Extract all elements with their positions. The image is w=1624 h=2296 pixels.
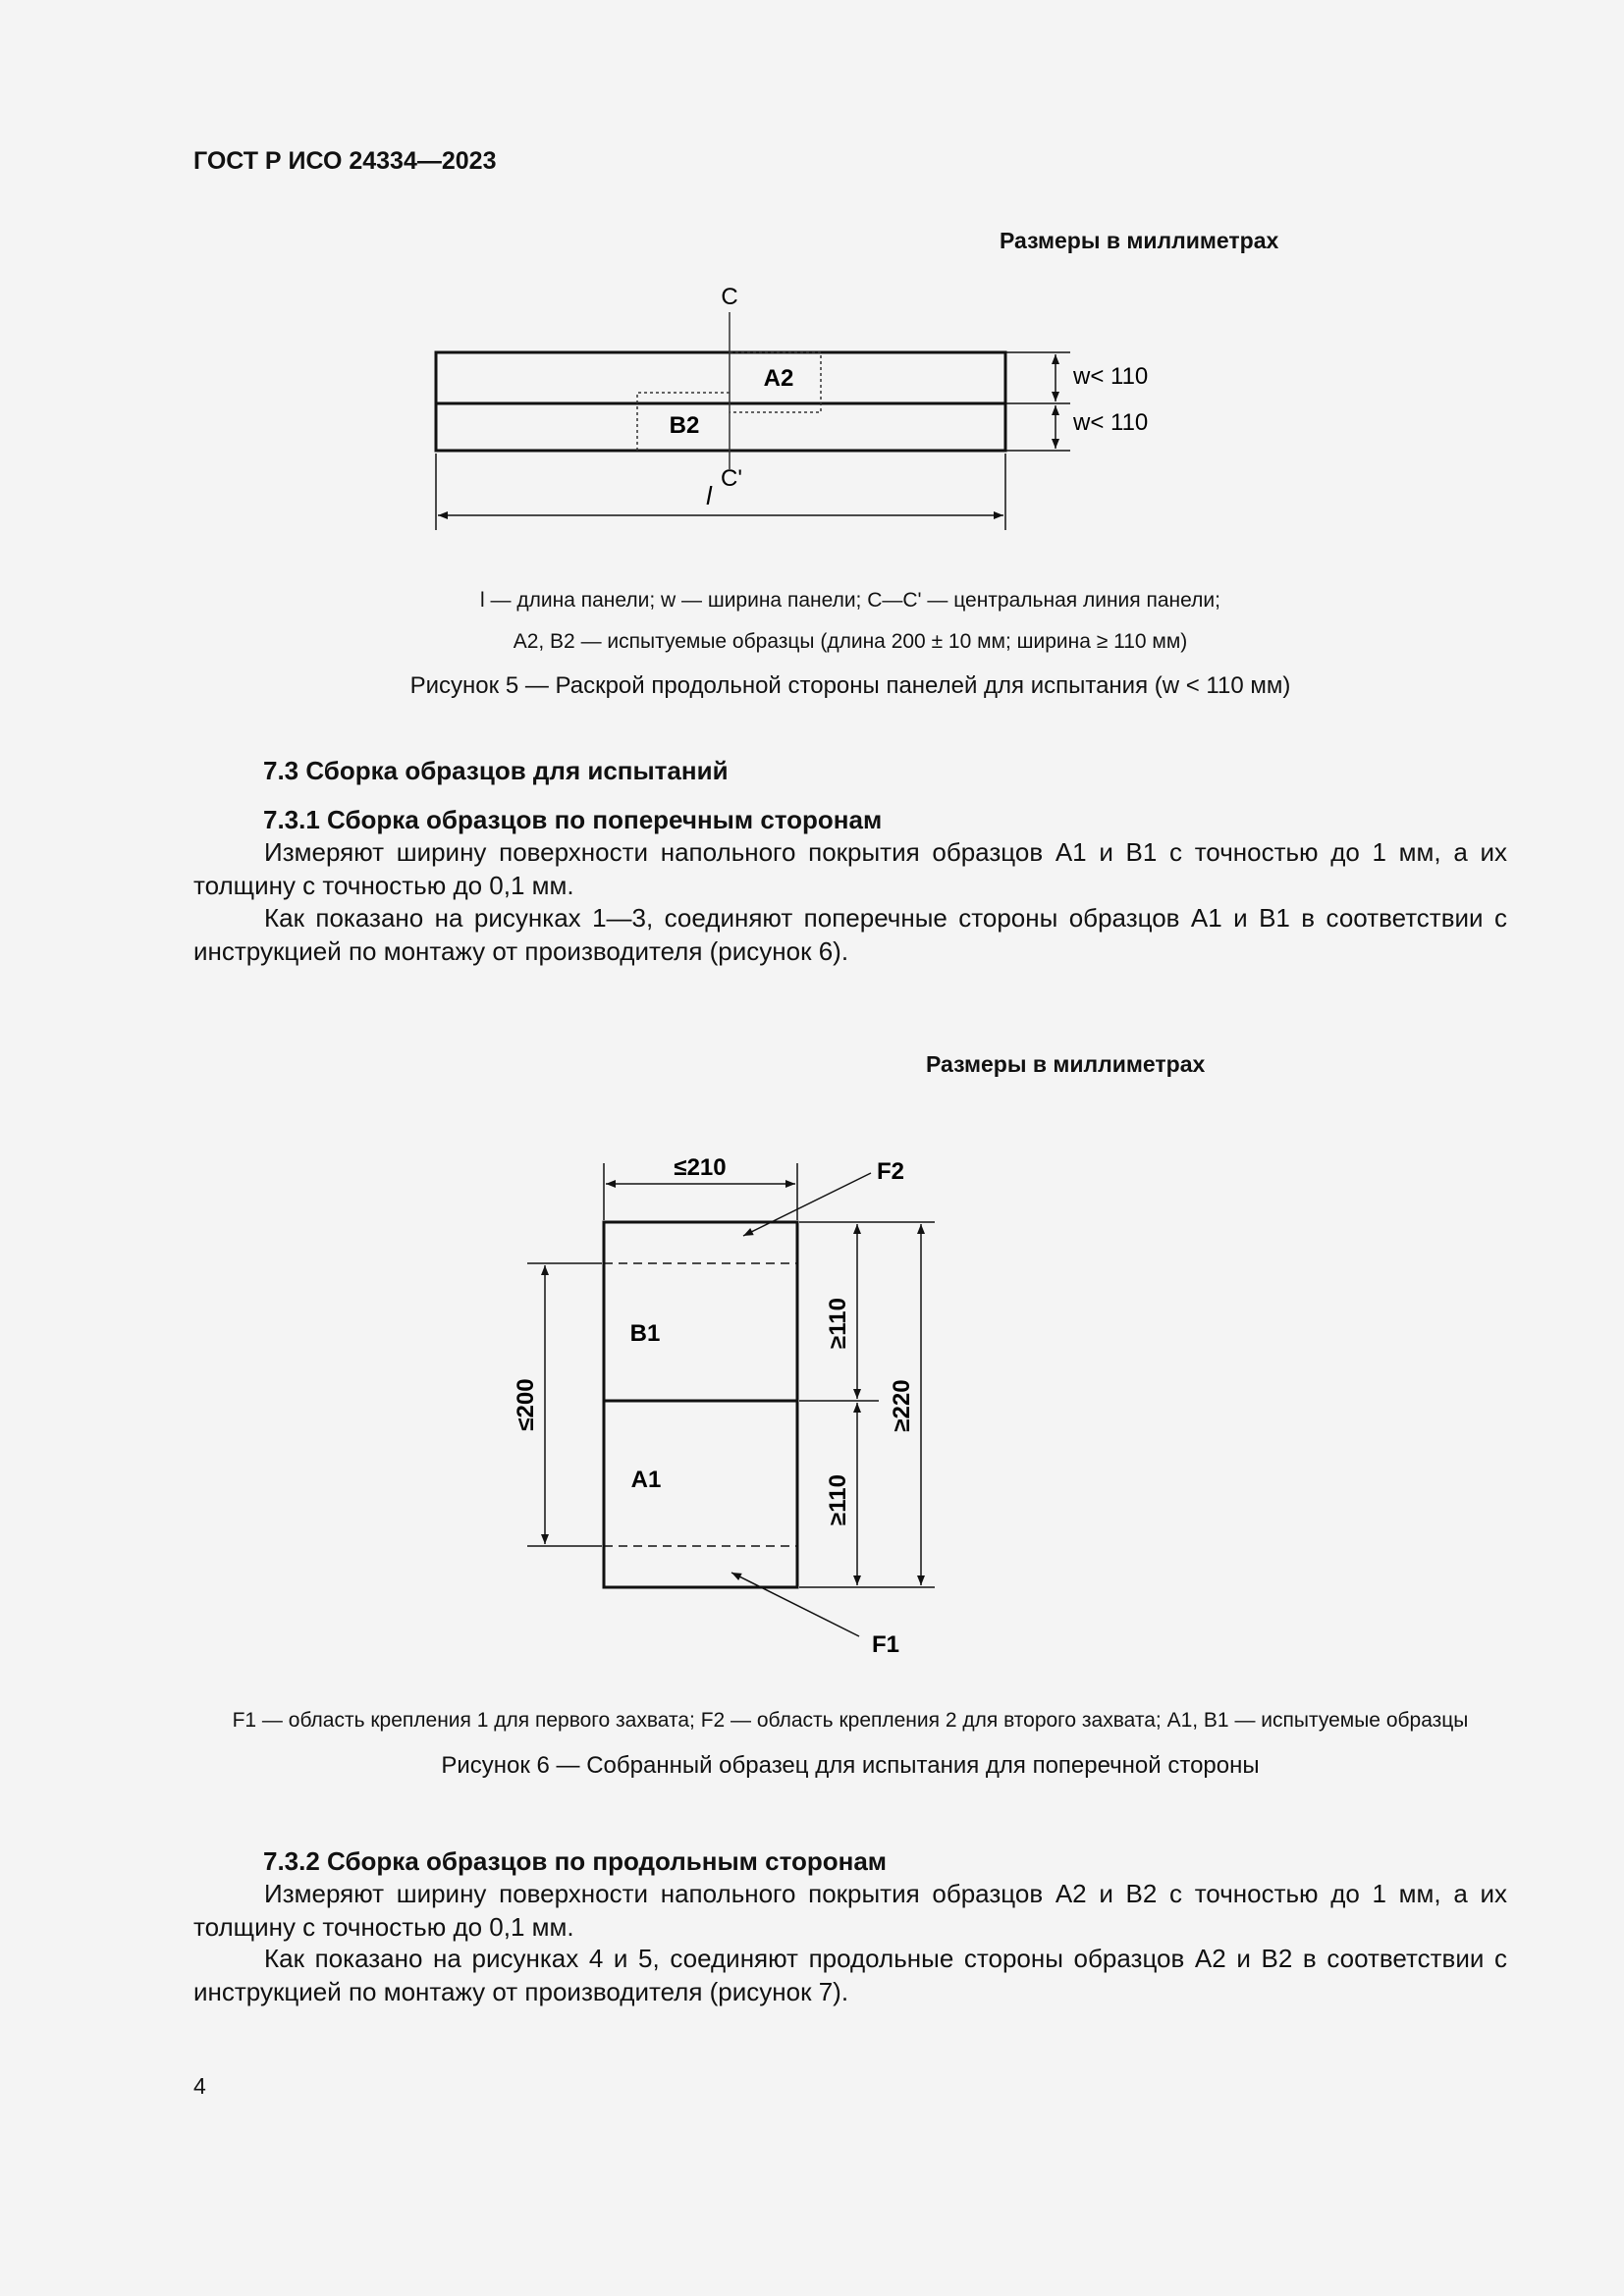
section-7-3-1-para1: Измеряют ширину поверхности напольного покрытия образцов A1 и B1 с точностью до 1 мм, а их толщину с точностью до 0,1 мм.	[193, 837, 1507, 900]
figure5-caption: Рисунок 5 — Раскрой продольной стороны панелей для испытания (w < 110 мм)	[409, 672, 1291, 699]
label-b1: B1	[629, 1320, 661, 1347]
label-w-top: w< 110	[1073, 363, 1149, 390]
label-a1: A1	[630, 1467, 662, 1493]
leader-f1	[731, 1573, 859, 1636]
figure6-legend: F1 — область крепления 1 для первого захвата; F2 — область крепления 2 для второго захвата; A1, B1 — испытуемые образцы	[232, 1709, 1469, 1732]
page-number: 4	[193, 2073, 206, 2099]
figure6-diagram	[0, 1119, 1624, 1669]
label-lower-dim: ≥110	[825, 1474, 851, 1525]
figure5-legend-line2: A2, B2 — испытуемые образцы (длина 200 ± 10 мм; ширина ≥ 110 мм)	[513, 630, 1188, 653]
figure6-dimensions-note: Размеры в миллиметрах	[926, 1051, 1206, 1077]
panel-outline	[436, 352, 1005, 451]
assembled-specimen	[604, 1222, 797, 1587]
label-total-dim: ≥220	[889, 1379, 915, 1432]
label-b2: B2	[669, 412, 700, 439]
section-7-3-2-heading: 7.3.2 Сборка образцов по продольным сторонам	[263, 1846, 888, 1876]
label-f2: F2	[877, 1158, 905, 1185]
label-left-dim: ≤200	[513, 1378, 539, 1431]
figure5-legend-line1: l — длина панели; w — ширина панели; С—С' — центральная линия панели;	[480, 589, 1220, 612]
section-7-3-heading: 7.3 Сборка образцов для испытаний	[263, 756, 729, 785]
section-7-3-1-para2: Как показано на рисунках 1—3, соединяют поперечные стороны образцов A1 и B1 в соответствии с инструкцией по монтажу от производителя (рисунок 6).	[193, 903, 1507, 966]
label-a2: A2	[763, 365, 794, 392]
figure5-diagram	[0, 0, 1624, 550]
figure5-dimensions-note: Размеры в миллиметрах	[1000, 228, 1279, 253]
section-7-3-2-para2: Как показано на рисунках 4 и 5, соединяют продольные стороны образцов A2 и B2 в соответствии с инструкцией по монтажу от производителя (рисунок 7).	[193, 1944, 1507, 2006]
section-7-3-2-para1: Измеряют ширину поверхности напольного покрытия образцов A2 и B2 с точностью до 1 мм, а их толщину с точностью до 0,1 мм.	[193, 1879, 1507, 1942]
label-l: l	[706, 481, 712, 510]
section-7-3-1-heading: 7.3.1 Сборка образцов по поперечным сторонам	[263, 805, 883, 834]
figure6-caption: Рисунок 6 — Собранный образец для испытания для поперечной стороны	[441, 1752, 1260, 1779]
label-f1: F1	[872, 1631, 900, 1658]
label-upper-dim: ≥110	[825, 1298, 851, 1349]
label-c: C	[721, 284, 738, 310]
label-c-prime: C'	[721, 465, 742, 492]
document-header: ГОСТ Р ИСО 24334—2023	[193, 147, 497, 175]
label-w-bottom: w< 110	[1073, 409, 1149, 436]
label-width: ≤210	[674, 1154, 727, 1181]
leader-f2	[743, 1173, 871, 1236]
